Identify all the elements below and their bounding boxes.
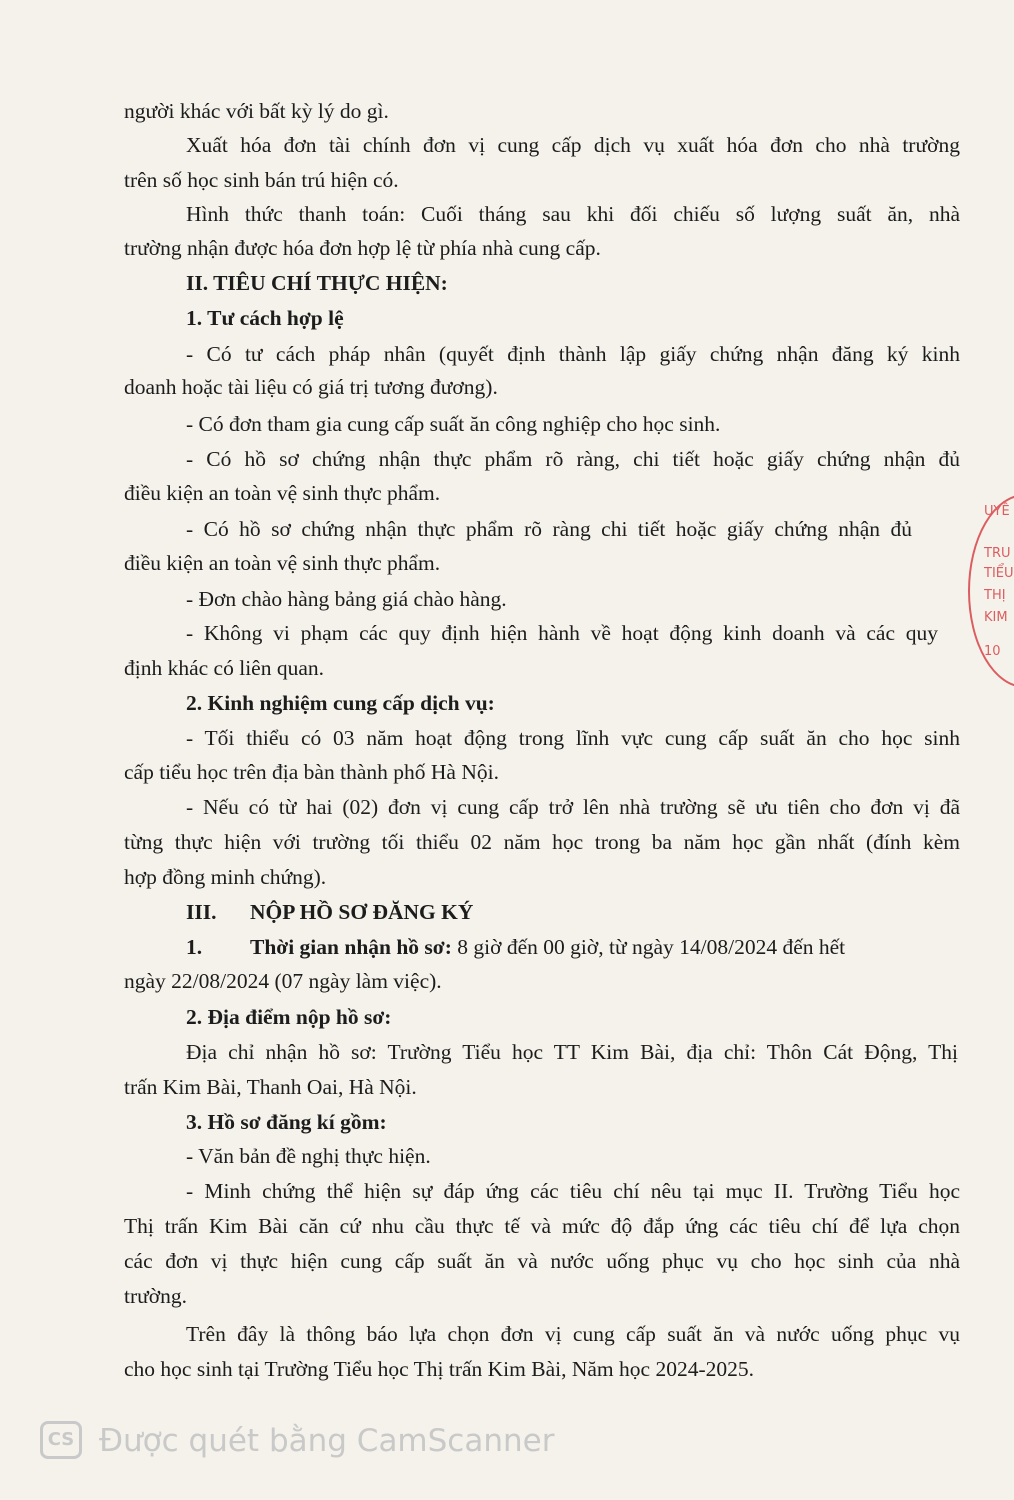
body-line: - Tối thiểu có 03 năm hoạt động trong lĩnh vực cung cấp suất ăn cho học sinh <box>186 726 960 750</box>
body-line: ngày 22/08/2024 (07 ngày làm việc). <box>124 969 442 993</box>
stamp-text: THỊ <box>984 588 1006 603</box>
stamp-text: 10 <box>984 644 1001 659</box>
body-line: cho học sinh tại Trường Tiểu học Thị trấn Kim Bài, Năm học 2024-2025. <box>124 1357 754 1381</box>
camscanner-watermark: Được quét bằng CamScanner <box>99 1423 555 1459</box>
camscanner-logo-icon: CS <box>40 1421 82 1459</box>
body-line: - Có đơn tham gia cung cấp suất ăn công nghiệp cho học sinh. <box>186 412 721 436</box>
body-line: doanh hoặc tài liệu có giá trị tương đương). <box>124 375 498 399</box>
stamp-text: KIM <box>984 610 1008 625</box>
body-line: trấn Kim Bài, Thanh Oai, Hà Nội. <box>124 1075 417 1099</box>
body-line: điều kiện an toàn vệ sinh thực phẩm. <box>124 481 441 505</box>
body-line: hợp đồng minh chứng). <box>124 865 327 889</box>
section-heading-ii: II. TIÊU CHÍ THỰC HIỆN: <box>186 271 448 295</box>
subheading-2b: 2. Địa điểm nộp hồ sơ: <box>186 1005 392 1029</box>
body-line: từng thực hiện với trường tối thiểu 02 năm học trong ba năm học gần nhất (đính kèm <box>124 830 960 854</box>
body-line: - Không vi phạm các quy định hiện hành về hoạt động kinh doanh và các quy <box>186 621 938 645</box>
body-line: - Đơn chào hàng bảng giá chào hàng. <box>186 587 507 611</box>
item-number: 1. <box>186 935 203 959</box>
body-line <box>186 933 960 961</box>
section-heading-iii <box>186 898 960 926</box>
subheading-3: 3. Hồ sơ đăng kí gồm: <box>186 1110 387 1134</box>
section-number: III. <box>186 900 217 924</box>
body-line: trường nhận được hóa đơn hợp lệ từ phía nhà cung cấp. <box>124 236 601 260</box>
body-line: Địa chỉ nhận hồ sơ: Trường Tiểu học TT Kim Bài, địa chỉ: Thôn Cát Động, Thị <box>186 1040 958 1064</box>
stamp-text: TIỂU <box>984 566 1014 581</box>
subheading-2: 2. Kinh nghiệm cung cấp dịch vụ: <box>186 691 495 715</box>
body-line: trên số học sinh bán trú hiện có. <box>124 168 399 192</box>
body-line: Hình thức thanh toán: Cuối tháng sau khi đối chiếu số lượng suất ăn, nhà <box>186 202 960 226</box>
stamp-text: UYÊ <box>984 504 1010 519</box>
body-line: - Có tư cách pháp nhân (quyết định thành lập giấy chứng nhận đăng ký kinh <box>186 342 960 366</box>
body-line: các đơn vị thực hiện cung cấp suất ăn và nước uống phục vụ cho học sinh của nhà <box>124 1249 960 1273</box>
item-text: 8 giờ đến 00 giờ, từ ngày 14/08/2024 đến hết <box>451 935 846 959</box>
body-line: trường. <box>124 1284 188 1308</box>
section-title: NỘP HỒ SƠ ĐĂNG KÝ <box>250 900 474 924</box>
body-line: Thị trấn Kim Bài căn cứ nhu cầu thực tế và mức độ đắp ứng các tiêu chí để lựa chọn <box>124 1214 960 1238</box>
body-line: định khác có liên quan. <box>124 656 325 680</box>
body-line: cấp tiểu học trên địa bàn thành phố Hà Nội. <box>124 760 499 784</box>
body-line: - Có hồ sơ chứng nhận thực phẩm rõ ràng, chi tiết hoặc giấy chứng nhận đủ <box>186 447 960 471</box>
body-line: người khác với bất kỳ lý do gì. <box>124 99 389 123</box>
body-line: Trên đây là thông báo lựa chọn đơn vị cung cấp suất ăn và nước uống phục vụ <box>186 1322 960 1346</box>
item-label: Thời gian nhận hồ sơ: <box>250 935 452 959</box>
body-line: Xuất hóa đơn tài chính đơn vị cung cấp dịch vụ xuất hóa đơn cho nhà trường <box>186 133 960 157</box>
body-line: - Có hồ sơ chứng nhận thực phẩm rõ ràng chi tiết hoặc giấy chứng nhận đủ <box>186 517 912 541</box>
body-line: - Nếu có từ hai (02) đơn vị cung cấp trở lên nhà trường sẽ ưu tiên cho đơn vị đã <box>186 795 960 819</box>
body-line: điều kiện an toàn vệ sinh thực phẩm. <box>124 551 441 575</box>
subheading-1: 1. Tư cách hợp lệ <box>186 306 344 330</box>
stamp-text: TRU <box>984 546 1011 561</box>
body-line: - Văn bản đề nghị thực hiện. <box>186 1144 431 1168</box>
body-line: - Minh chứng thể hiện sự đáp ứng các tiêu chí nêu tại mục II. Trường Tiểu học <box>186 1179 960 1203</box>
